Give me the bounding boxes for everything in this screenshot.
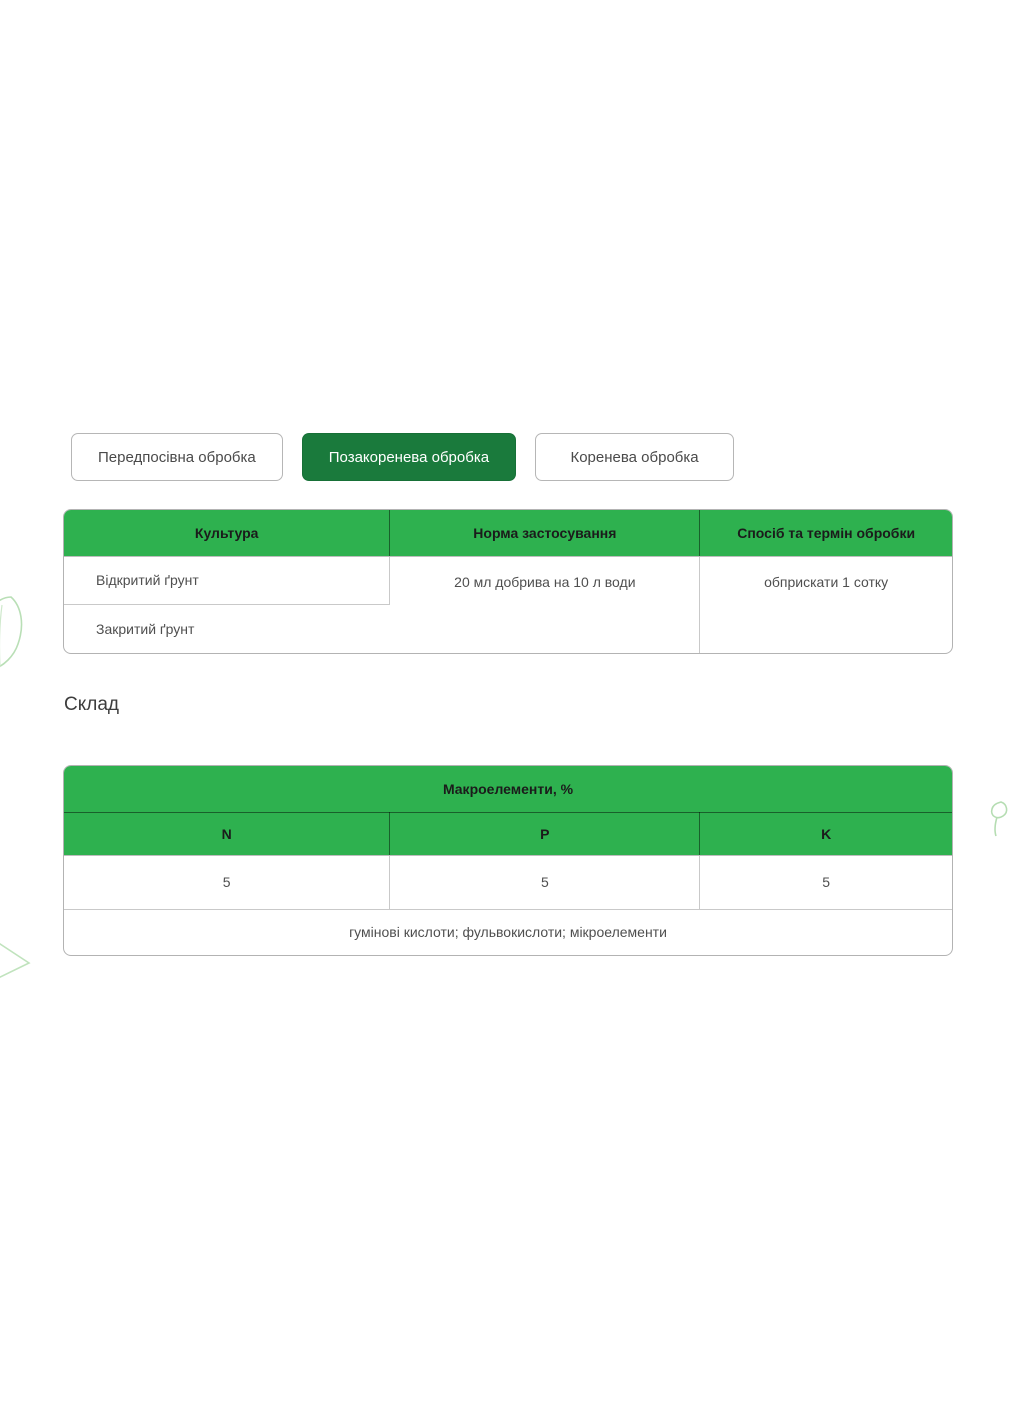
npk-values-row xyxy=(64,855,952,909)
treatment-tabs xyxy=(71,433,734,481)
cell-open-ground: Відкритий ґрунт xyxy=(64,556,390,604)
cell-k-value: 5 xyxy=(700,855,952,909)
tab-foliar-treatment[interactable]: Позакоренева обробка xyxy=(302,433,516,481)
treatment-table xyxy=(63,509,953,654)
column-header-n: N xyxy=(64,812,390,855)
cell-closed-ground: Закритий ґрунт xyxy=(96,620,195,637)
column-header-application-rate: Норма застосування xyxy=(390,510,700,556)
macroelements-header-row xyxy=(64,766,952,812)
cell-p-value: 5 xyxy=(390,855,700,909)
column-header-method-term: Спосіб та термін обробки xyxy=(700,510,952,556)
cell-n-value: 5 xyxy=(64,855,390,909)
column-header-k: K xyxy=(700,812,952,855)
cell-application-rate: 20 мл добрива на 10 л води xyxy=(390,556,700,653)
additional-components-row xyxy=(64,909,952,955)
sprout-outline-icon xyxy=(985,799,1011,839)
treatment-table-header-row xyxy=(64,510,952,556)
leaf-outline-icon xyxy=(0,594,27,672)
npk-header-row xyxy=(64,812,952,855)
tab-presowing-treatment[interactable]: Передпосівна обробка xyxy=(71,433,283,481)
cell-method-term: обприскати 1 сотку xyxy=(764,573,889,590)
macroelements-header: Макроелементи, % xyxy=(64,766,952,812)
column-header-culture: Культура xyxy=(64,510,390,556)
tab-root-treatment[interactable]: Коренева обробка xyxy=(535,433,734,481)
leaf-tip-outline-icon xyxy=(0,933,35,989)
table-row xyxy=(64,556,952,604)
cell-additional-components: гумінові кислоти; фульвокислоти; мікроелементи xyxy=(349,924,667,941)
composition-table xyxy=(63,765,953,956)
composition-heading: Склад xyxy=(64,694,119,715)
column-header-p: P xyxy=(390,812,700,855)
